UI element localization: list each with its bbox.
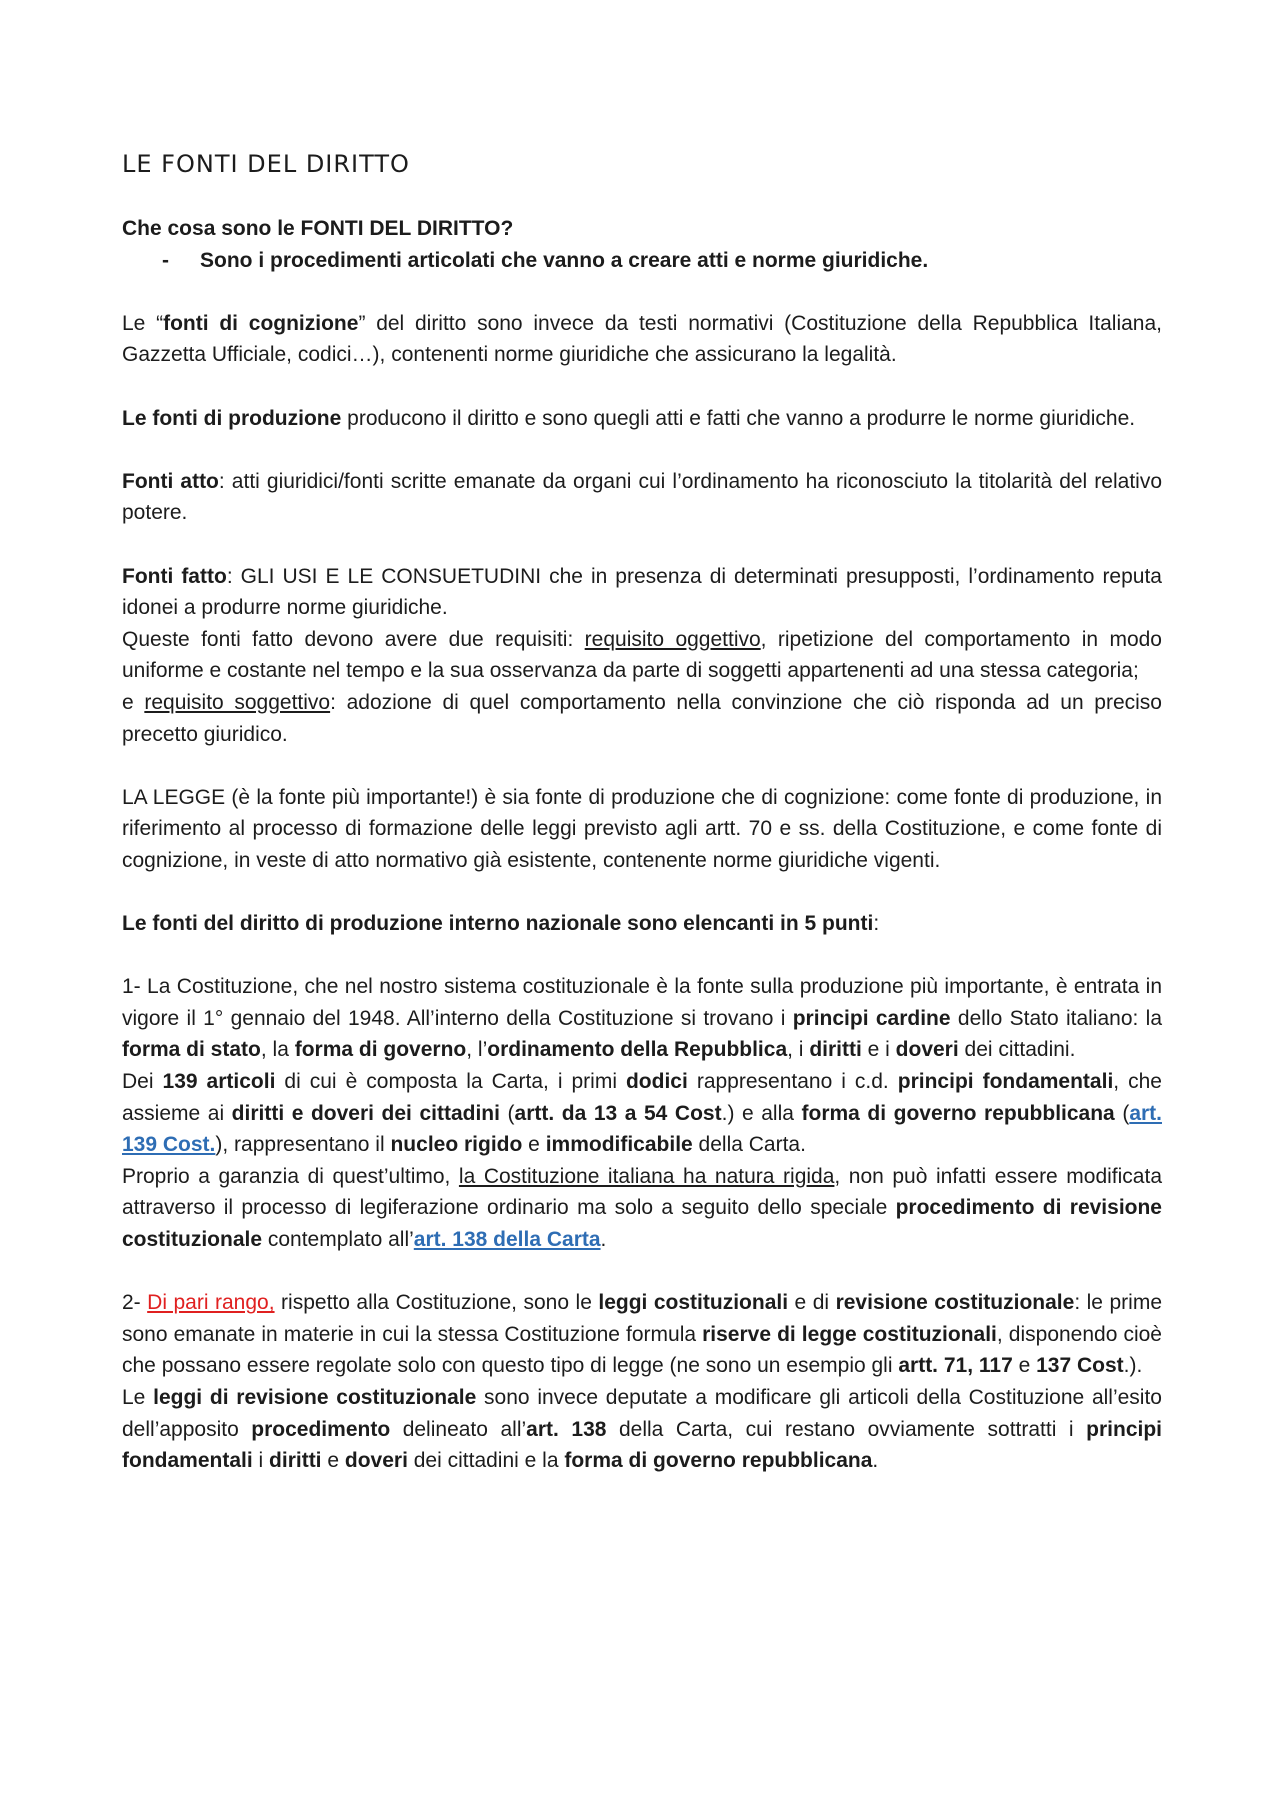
- dash-bullet-icon: -: [162, 248, 169, 272]
- paragraph-punto-1: 1- La Costituzione, che nel nostro sistema costituzionale è la fonte sulla produzione più importante, è entrata in vigore il 1° gennaio del 1948. All’interno della Costituzione si trovano i principi cardine dello Stato italiano: la forma di stato, la forma di governo, l’ordinamento della Repubblica, i diritti e i doveri dei cittadini.: [122, 975, 1163, 1062]
- paragraph-garanzia: Proprio a garanzia di quest’ultimo, la Costituzione italiana ha natura rigida, non può infatti essere modificata attraverso il processo di legiferazione ordinario ma solo a seguito dello speciale procedimento di revisione costituzionale contemplato all’art. 138 della Carta.: [122, 1164, 1163, 1251]
- paragraph-fonti-fatto: Fonti fatto: GLI USI E LE CONSUETUDINI che in presenza di determinati presupposti, l’ordinamento reputa idonei a produrre norme giuridiche.: [122, 564, 1162, 620]
- document-title: LE FONTI DEL DIRITTO: [122, 150, 410, 178]
- paragraph-requisito-soggettivo: e requisito soggettivo: adozione di quel comportamento nella convinzione che ciò risponda ad un preciso precetto giuridico.: [122, 690, 1162, 746]
- paragraph-fonti-atto: Fonti atto: atti giuridici/fonti scritte emanate da organi cui l’ordinamento ha riconosciuto la titolarità del relativo potere.: [122, 469, 1163, 525]
- paragraph-fonti-cognizione: Le “fonti di cognizione” del diritto sono invece da testi normativi (Costituzione della Repubblica Italiana, Gazzetta Ufficiale, codici…), contenenti norme giuridiche che assicurano la legalità.: [122, 311, 1162, 367]
- paragraph-punto-2: 2- Di pari rango, rispetto alla Costituzione, sono le leggi costituzionali e di revisione costituzionale: le prime sono emanate in materie in cui la stessa Costituzione formula riserve di legge costituzionali, disponendo cioè che possano essere regolate solo con questo tipo di legge (ne sono un esempio gli artt. 71, 117 e 137 Cost.).: [122, 1291, 1162, 1378]
- paragraph-articoli: Dei 139 articoli di cui è composta la Carta, i primi dodici rappresentano i c.d. principi fondamentali, che assieme ai diritti e doveri dei cittadini (artt. da 13 a 54 Cost.) e alla forma di governo repubblicana (art. 139 Cost.), rappresentano il nucleo rigido e immodificabile della Carta.: [122, 1070, 1162, 1157]
- paragraph-revisione: Le leggi di revisione costituzionale sono invece deputate a modificare gli articoli della Costituzione all’esito dell’apposito procedimento delineato all’art. 138 della Carta, cui restano ovviamente sottratti i principi fondamentali i diritti e doveri dei cittadini e la forma di governo repubblicana.: [122, 1385, 1162, 1473]
- paragraph-legge: LA LEGGE (è la fonte più importante!) è sia fonte di produzione che di cognizione: come fonte di produzione, in riferimento al processo di formazione delle leggi previsto agli artt. 70 e ss. della Costituzione, e come fonte di cognizione, in veste di atto normativo già esistente, contenente norme giuridiche vigenti.: [122, 785, 1162, 872]
- paragraph-fonti-produzione: Le fonti di produzione producono il diritto e sono quegli atti e fatti che vanno a produrre le norme giuridiche.: [122, 406, 1136, 430]
- highlight-di-pari-rango: Di pari rango,: [147, 1291, 275, 1315]
- paragraph-elenco: Le fonti del diritto di produzione interno nazionale sono elencanti in 5 punti:: [122, 912, 880, 936]
- paragraph-requisiti: Queste fonti fatto devono avere due requisiti: requisito oggettivo, ripetizione del comportamento in modo uniforme e costante nel tempo e la sua osservanza da parte di soggetti appartenenti ad una stessa categoria;: [122, 627, 1162, 683]
- document-page: [122, 148, 1162, 1477]
- link-art-139[interactable]: art. 139 Cost.: [122, 1101, 1162, 1157]
- bullet-text: Sono i procedimenti articolati che vanno a creare atti e norme giuridiche.: [200, 248, 929, 272]
- bullet-item: [122, 245, 1162, 277]
- question: Che cosa sono le FONTI DEL DIRITTO?: [122, 217, 514, 240]
- link-art-138[interactable]: art. 138 della Carta: [413, 1228, 601, 1251]
